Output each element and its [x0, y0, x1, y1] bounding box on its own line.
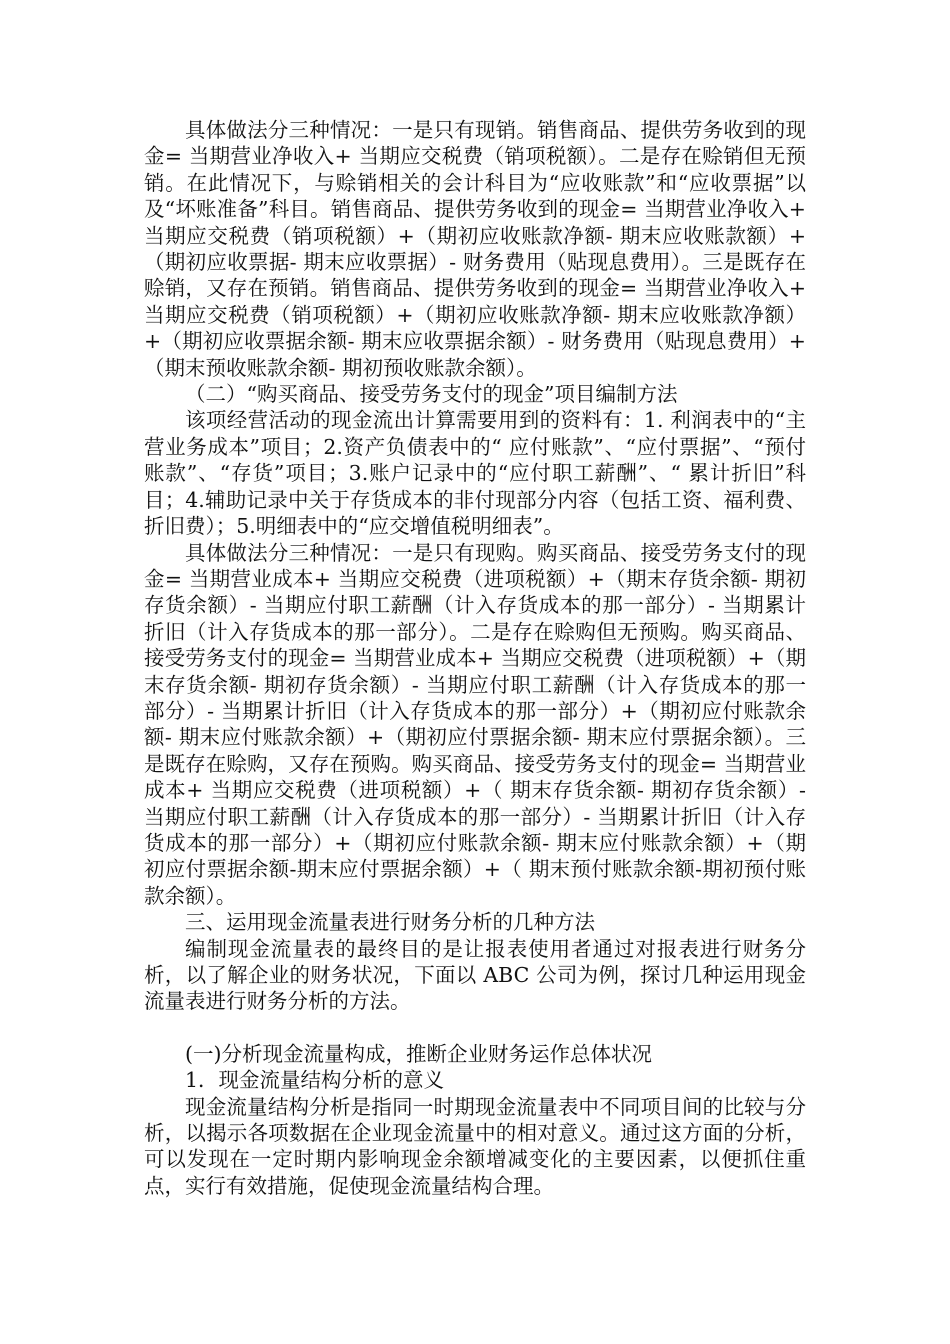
paragraph-structure-analysis: 现金流量结构分析是指同一时期现金流量表中不同项目间的比较与分析，以揭示各项数据在企业现金流量中的相对意义。通过这方面的分析，可以发现在一定时期内影响现金余额增减变化的主要因素，以便抓住重点，实行有效措施，促使现金流量结构合理。 — [144, 1094, 806, 1198]
paragraph-purchase-cash-methods: 具体做法分三种情况：一是只有现购。购买商品、接受劳务支付的现金= 当期营业成本+ 当期应交税费（进项税额）+（期末存货余额- 期初存货余额）- 当期应付职工薪酬（计入存货成本的那一部分）- 当期累计折旧（计入存货成本的那一部分）。二是存在赊购但无预购。购买商品、接受劳务支付的现金= 当期营业成本+ 当期应交税费（进项税额）+（期末存货余额- 期初存货余额）- 当期应付职工薪酬（计入存货成本的那一部分）- 当期累计折旧（计入存货成本的那一部分）+（期初应付账款余额- 期末应付账款余额）+（期初应付票据余额- 期末应付票据余额）。三是既存在赊购，又存在预购。购买商品、接受劳务支付的现金= 当期营业成本+ 当期应交税费（进项税额）+（ 期末存货余额- 期初存货余额）- 当期应付职工薪酬（计入存货成本的那一部分）- 当期累计折旧（计入存货成本的那一部分）+（期初应付账款余额- 期末应付账款余额）+（期初应付票据余额-期末应付票据余额）+（ 期末预付账款余额-期初预付账款余额）。 — [144, 540, 806, 908]
paragraph-purchase-cash-sources: 该项经营活动的现金流出计算需要用到的资料有：1. 利润表中的“主营业务成本”项目；2.资产负债表中的“ 应付账款”、“应付票据”、“预付账款”、“存货”项目；3.账户记录中的“应付职工薪酬”、“ 累计折旧”科目；4.辅助记录中关于存货成本的非付现部分内容（包括工资、福利费、折旧费）；5.明细表中的“应交增值税明细表”。 — [144, 408, 806, 539]
heading-cash-flow-structure: (一)分析现金流量构成，推断企业财务运作总体状况 — [185, 1041, 652, 1066]
heading-section-three: 三、运用现金流量表进行财务分析的几种方法 — [185, 910, 595, 935]
heading-structure-meaning: 1．现金流量结构分析的意义 — [185, 1068, 445, 1093]
paragraph-sales-cash-methods: 具体做法分三种情况：一是只有现销。销售商品、提供劳务收到的现金= 当期营业净收入+ 当期应交税费（销项税额）。二是存在赊销但无预销。在此情况下，与赊销相关的会计科目为“应收账款”和“应收票据”以及“坏账准备”科目。销售商品、提供劳务收到的现金= 当期营业净收入+ 当期应交税费（销项税额）+（期初应收账款净额- 期末应收账款额）+（期初应收票据- 期末应收票据）- 财务费用（贴现息费用）。三是既存在赊销，又存在预销。销售商品、提供劳务收到的现金= 当期营业净收入+ 当期应交税费（销项税额）+（期初应收账款净额- 期末应收账款净额）+（期初应收票据余额- 期末应收票据余额）- 财务费用（贴现息费用）+（期末预收账款余额- 期初预收账款余额）。 — [144, 118, 806, 380]
document-body — [144, 117, 806, 1199]
paragraph-analysis-intro: 编制现金流量表的最终目的是让报表使用者通过对报表进行财务分析，以了解企业的财务状况，下面以 ABC 公司为例，探讨几种运用现金流量表进行财务分析的方法。 — [144, 936, 806, 1014]
heading-purchase-cash-method: （二）“购买商品、接受劳务支付的现金”项目编制方法 — [185, 382, 678, 407]
paragraph-gap — [144, 1015, 806, 1041]
